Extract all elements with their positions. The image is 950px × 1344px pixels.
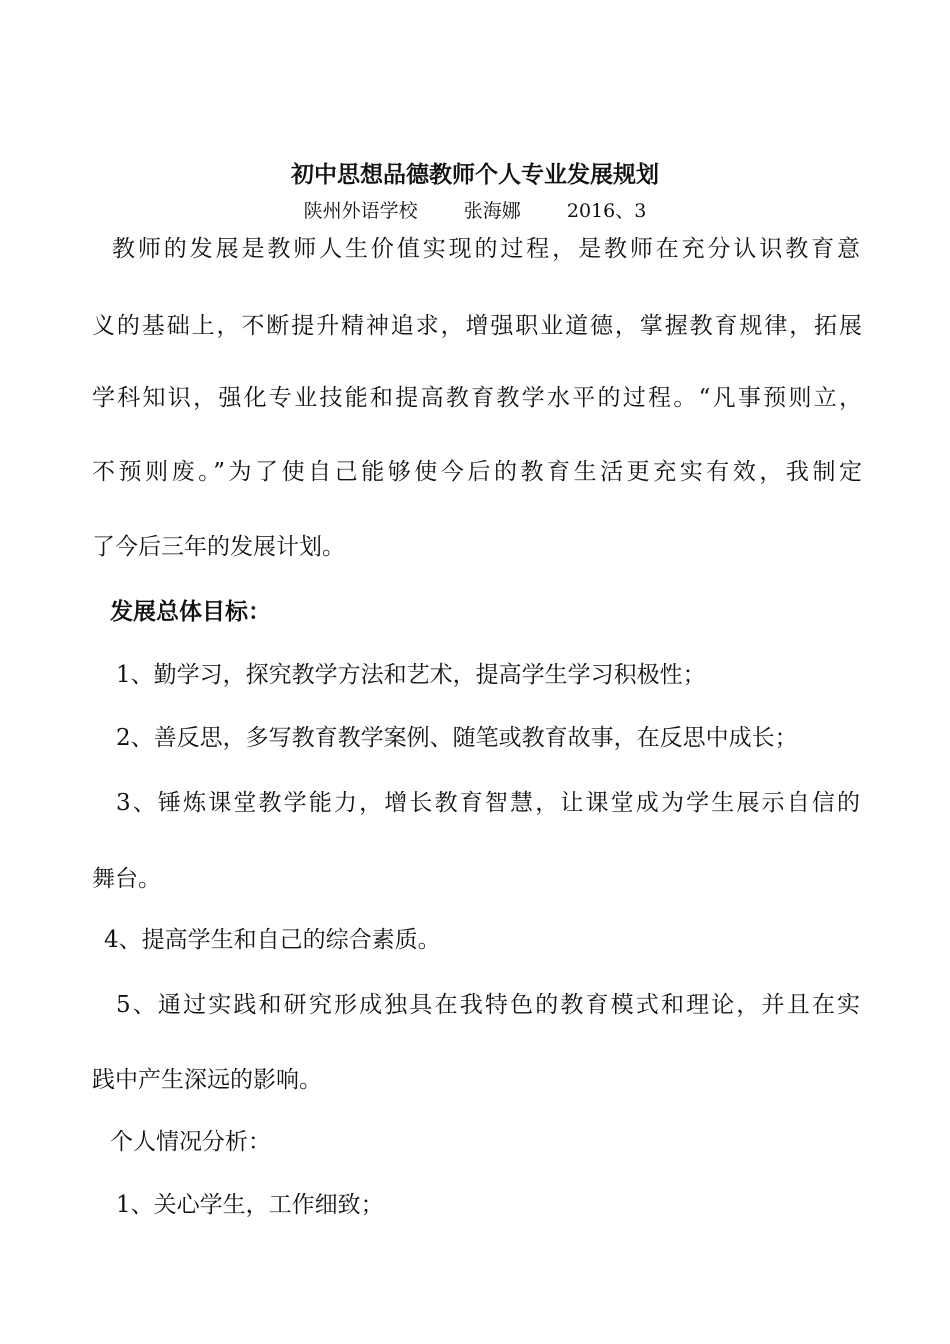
goal-item: 践中产生深远的影响。 bbox=[92, 1067, 322, 1093]
goals-heading: 发展总体目标： bbox=[110, 599, 271, 625]
analysis-heading: 个人情况分析： bbox=[110, 1129, 271, 1155]
document-title: 初中思想品德教师个人专业发展规划 bbox=[291, 162, 659, 188]
goal-item: 3、锤炼课堂教学能力，增长教育智慧，让课堂成为学生展示自信的 bbox=[116, 790, 860, 816]
goal-item: 5、通过实践和研究形成独具在我特色的教育模式和理论，并且在实 bbox=[116, 992, 860, 1018]
analysis-item: 1、关心学生，工作细致； bbox=[116, 1192, 384, 1218]
intro-line: 学科知识，强化专业技能和提高教育教学水平的过程。“凡事预则立， bbox=[92, 385, 862, 411]
goal-item: 2、善反思，多写教育教学案例、随笔或教育故事，在反思中成长； bbox=[116, 725, 798, 751]
byline bbox=[0, 198, 950, 224]
goal-item: 1、勤学习，探究教学方法和艺术，提高学生学习积极性； bbox=[116, 662, 706, 688]
document-date: 2016、3 bbox=[566, 200, 647, 222]
goal-item: 4、提高学生和自己的综合素质。 bbox=[104, 927, 441, 953]
intro-line: 教师的发展是教师人生价值实现的过程，是教师在充分认识教育意 bbox=[112, 236, 860, 262]
intro-line: 了今后三年的发展计划。 bbox=[92, 534, 345, 560]
goal-item: 舞台。 bbox=[92, 866, 161, 892]
school-name: 陕州外语学校 bbox=[303, 200, 418, 222]
author-name: 张海娜 bbox=[463, 200, 521, 222]
intro-line: 义的基础上，不断提升精神追求，增强职业道德，掌握教育规律，拓展 bbox=[92, 313, 862, 339]
intro-line: 不预则废。”为了使自己能够使今后的教育生活更充实有效，我制定 bbox=[92, 459, 862, 485]
